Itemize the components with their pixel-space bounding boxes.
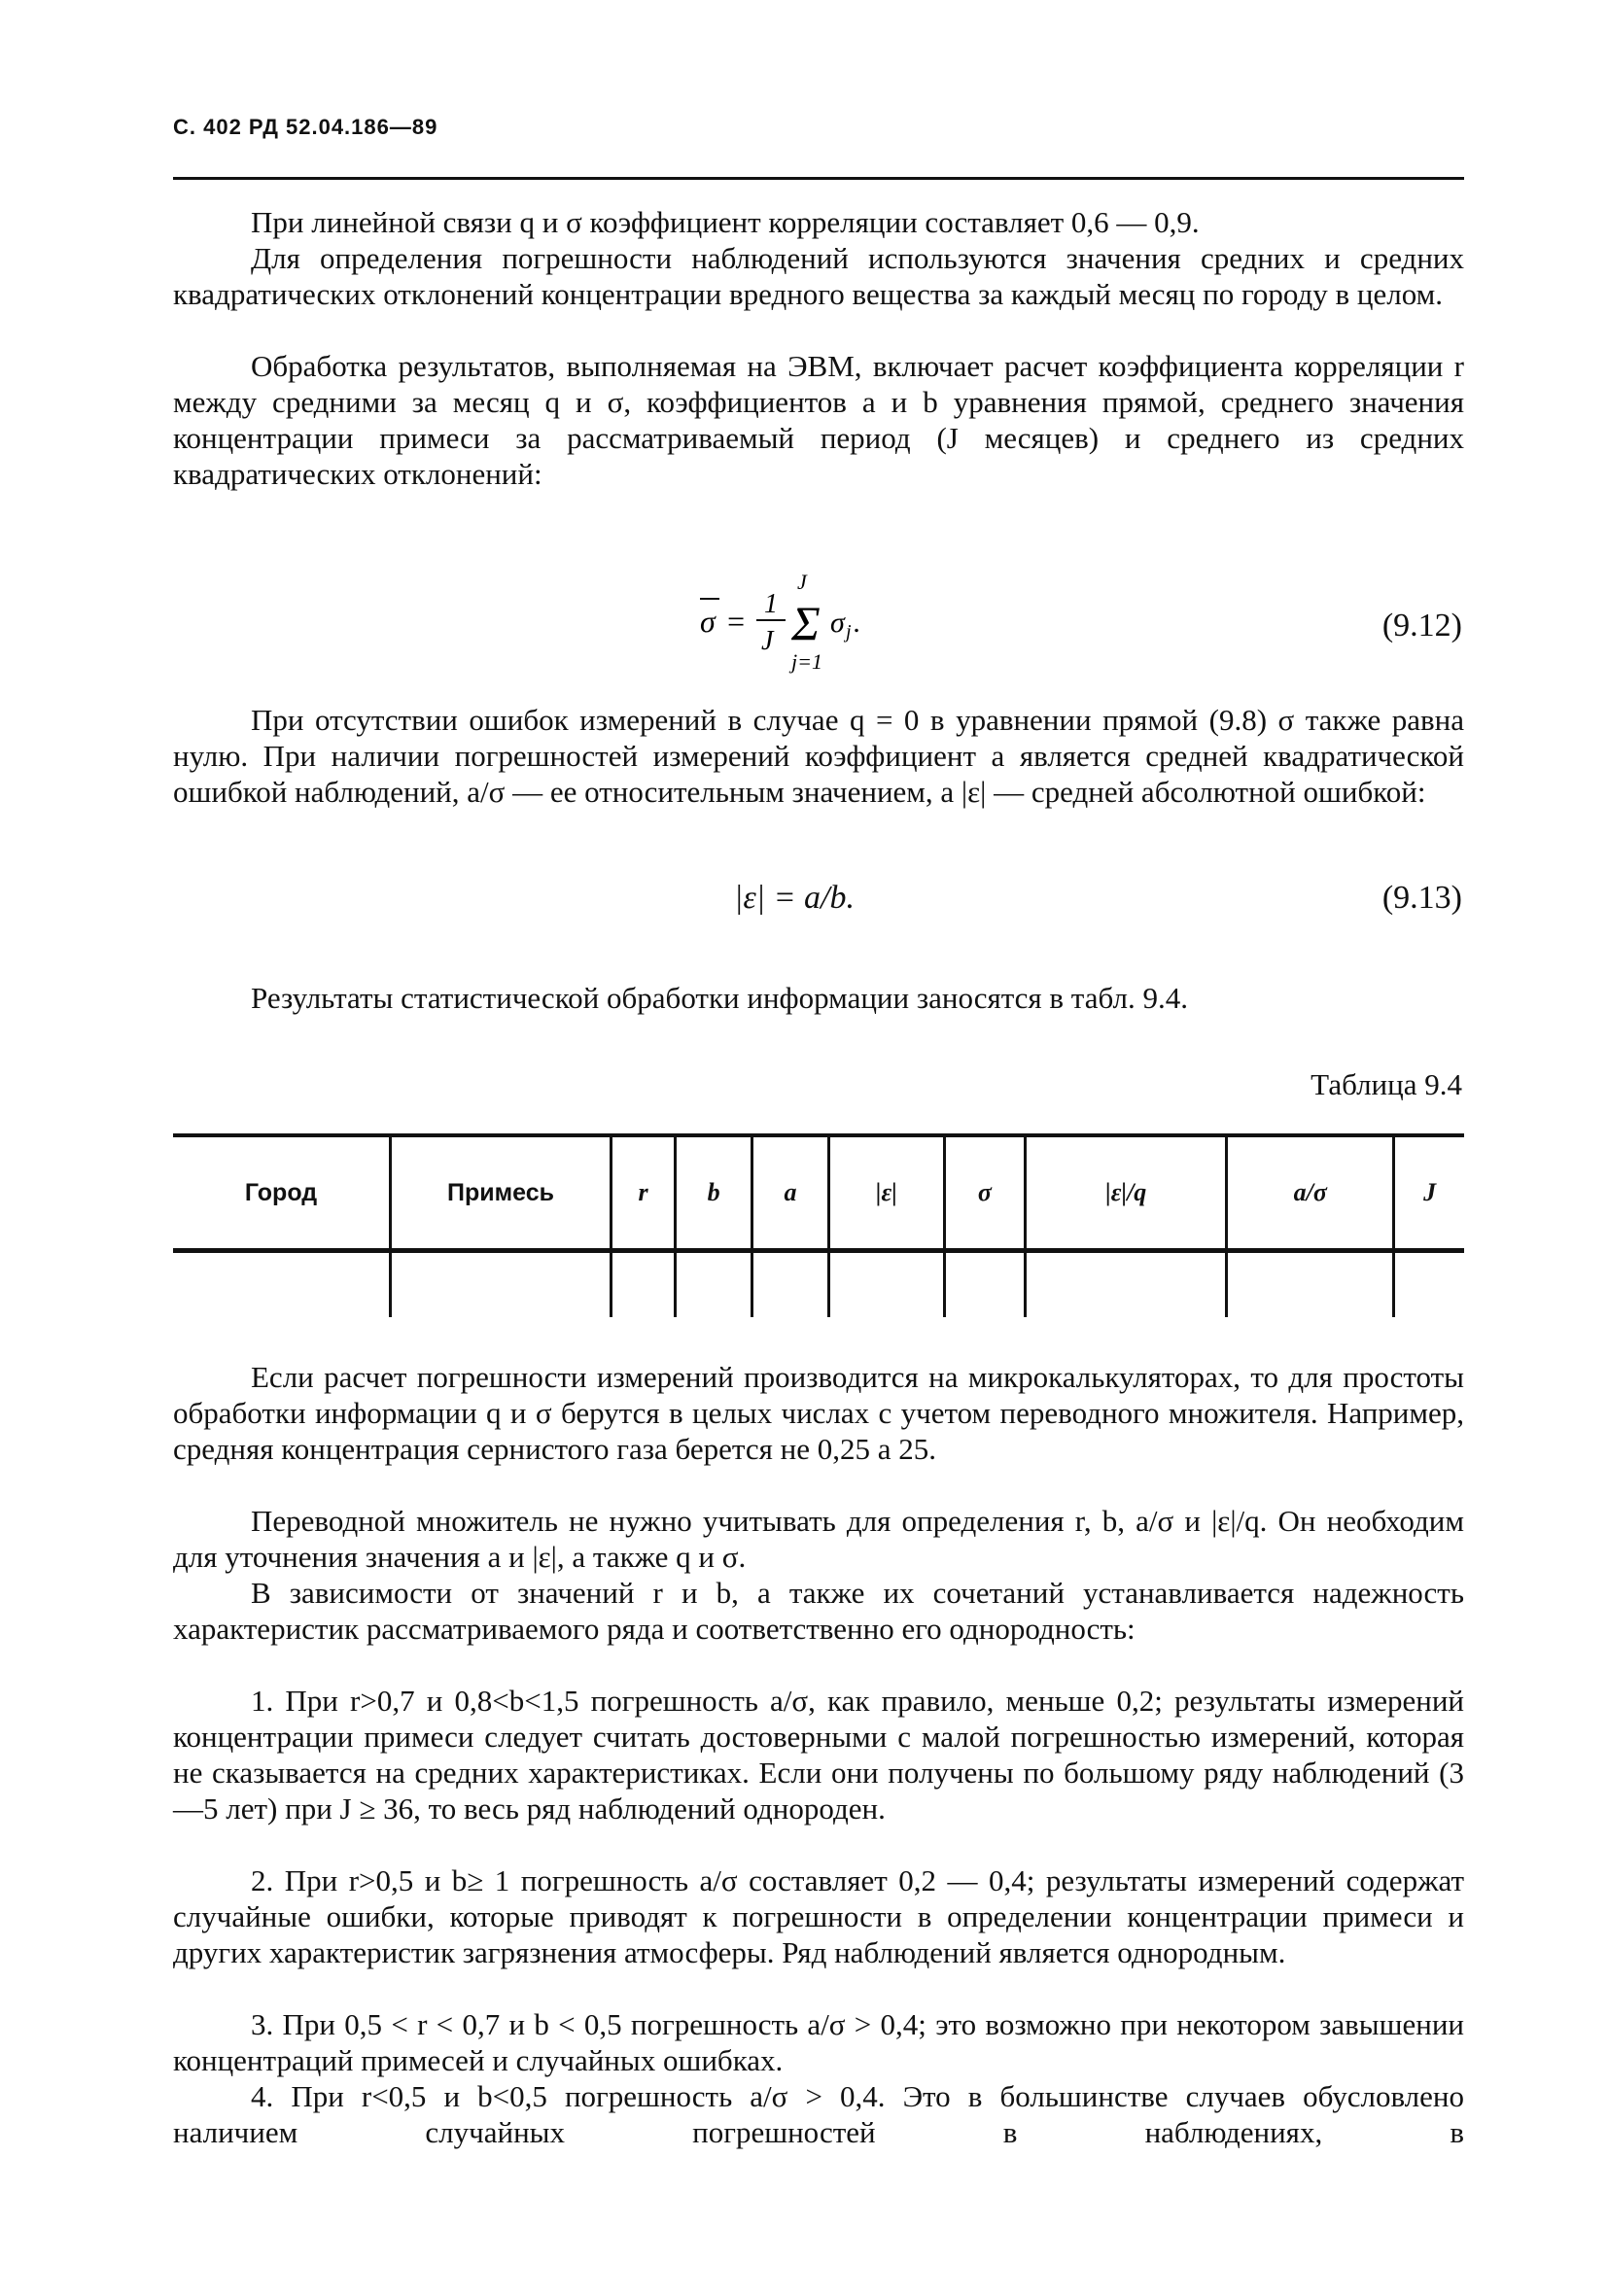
svg-text:j: j [846, 621, 852, 643]
list-item-1: 1. При r>0,7 и 0,8<b<1,5 погрешность a/σ, как правило, меньше 0,2; результаты измерений концентрации примеси следует считать достоверными с малой погрешностью измерений, которая не сказывается на средних характеристиках. Если они получены по большому ряду наблюдений (3—5 лет) при J ≥ 36, то весь ряд наблюдений однороден. [173, 1684, 1464, 1826]
table-row [173, 1251, 1464, 1318]
header-rule [173, 177, 1464, 180]
sigma-mean-formula [700, 572, 953, 678]
column-header-city: Город [173, 1135, 391, 1251]
paragraph-8: В зависимости от значений r и b, а также их сочетаний устанавливается надежность характеристик рассматриваемого ряда и соответственно его однородность: [173, 1576, 1464, 1646]
column-header-impurity: Примесь [391, 1135, 612, 1251]
svg-text:σ: σ [830, 607, 845, 639]
column-header-relative-error: |ε|/q [1025, 1135, 1226, 1251]
table-caption: Таблица 9.4 [1311, 1067, 1462, 1101]
column-header-sigma: σ [944, 1135, 1025, 1251]
paragraph-7: Переводной множитель не нужно учитывать для определения r, b, a/σ и |ε|/q. Он необходим для уточнения значения a и |ε|, а также q и σ. [173, 1504, 1464, 1574]
table-header-row [173, 1135, 1464, 1251]
svg-text:σ: σ [700, 604, 716, 639]
svg-text:.: . [854, 607, 861, 639]
paragraph-6: Если расчет погрешности измерений производится на микрокалькуляторах, то для простоты обработки информации q и σ берутся в целых числах с учетом переводного множителя. Например, средняя концентрация сернистого газа берется не 0,25 а 25. [173, 1360, 1464, 1466]
paragraph-4: При отсутствии ошибок измерений в случае q = 0 в уравнении прямой (9.8) σ также равна нулю. При наличии погрешностей измерений коэффициент a является средней квадратической ошибкой наблюдений, a/σ — ее относительным значением, а |ε| — средней абсолютной ошибкой: [173, 703, 1464, 809]
page-header: С. 402 РД 52.04.186—89 [173, 115, 438, 139]
svg-text:j=1: j=1 [791, 649, 822, 674]
paragraph-2: Для определения погрешности наблюдений используются значения средних и средних квадратических отклонений концентрации вредного вещества за каждый месяц по городу в целом. [173, 241, 1464, 311]
column-header-a: a [752, 1135, 829, 1251]
list-item-4: 4. При r<0,5 и b<0,5 погрешность a/σ > 0,4. Это в большинстве случаев обусловлено наличием случайных погрешностей в наблюдениях, в [173, 2079, 1464, 2149]
svg-text:=: = [725, 604, 747, 639]
formula-9-12 [700, 572, 953, 678]
column-header-abs-error: |ε| [828, 1135, 944, 1251]
data-table-9-4 [173, 1133, 1464, 1317]
paragraph-5: Результаты статистической обработки информации заносятся в табл. 9.4. [251, 981, 1188, 1015]
svg-text:J: J [761, 626, 774, 656]
column-header-j: J [1394, 1135, 1464, 1251]
svg-text:1: 1 [764, 589, 778, 619]
formula-9-13: |ε| = a/b. [734, 880, 855, 916]
column-header-r: r [612, 1135, 676, 1251]
equation-number-9-13: (9.13) [1381, 880, 1462, 916]
paragraph-3: Обработка результатов, выполняемая на ЭВМ, включает расчет коэффициента корреляции r между средними за месяц q и σ, коэффициентов a и b уравнения прямой, среднего значения концентрации примеси за рассматриваемый период (J месяцев) и среднего из средних квадратических отклонений: [173, 349, 1464, 491]
column-header-b: b [676, 1135, 752, 1251]
column-header-a-over-sigma: a/σ [1227, 1135, 1394, 1251]
equation-number-9-12: (9.12) [1381, 608, 1462, 644]
paragraph-1: При линейной связи q и σ коэффициент корреляции составляет 0,6 — 0,9. [251, 205, 1200, 239]
svg-text:Σ: Σ [791, 596, 821, 650]
list-item-3: 3. При 0,5 < r < 0,7 и b < 0,5 погрешность a/σ > 0,4; это возможно при некотором завышении концентраций примесей и случайных ошибках. [173, 2007, 1464, 2077]
svg-text:J: J [797, 572, 807, 594]
list-item-2: 2. При r>0,5 и b≥ 1 погрешность a/σ составляет 0,2 — 0,4; результаты измерений содержат случайные ошибки, которые приводят к погрешности в определении концентрации примеси и других характеристик загрязнения атмосферы. Ряд наблюдений является однородным. [173, 1863, 1464, 1969]
